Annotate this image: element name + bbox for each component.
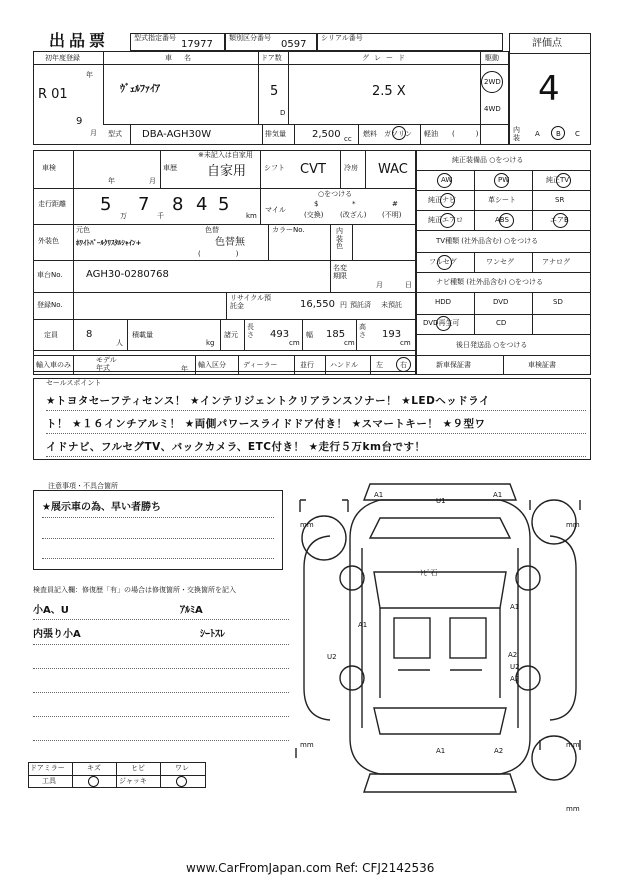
equip-navi: 純正ナビ xyxy=(428,196,456,204)
model-code-value: 17977 xyxy=(181,39,213,50)
equip-abs-circle xyxy=(499,213,514,228)
equip-airbag-circle xyxy=(553,213,568,228)
navi-sd: SD xyxy=(553,298,563,306)
model-year-unit: 年 xyxy=(181,365,188,373)
ac-label: 冷房 xyxy=(344,164,358,172)
doors-label: ドア数 xyxy=(261,54,282,62)
equip-aero-circle xyxy=(440,213,455,228)
first-reg-label: 初年度登録 xyxy=(45,54,80,62)
inspection-month-unit: 月 xyxy=(149,177,156,185)
name-label: 車名 xyxy=(165,54,203,62)
height-value: 193 xyxy=(382,329,402,340)
rating-label: 評価点 xyxy=(532,38,562,49)
reg-label: 登録No. xyxy=(37,301,63,309)
usage-label: 車歴 xyxy=(163,164,177,172)
parts-jack: ジャッキ xyxy=(119,777,147,785)
width-cm: cm xyxy=(344,339,355,347)
sales-line-1: ★トヨタセーフティセンス！ ★インテリジェントクリアランスソナー！ ★LEDヘッドライ xyxy=(46,395,490,407)
notes-line-1: ★展示車の為、早い者勝ち xyxy=(42,502,161,513)
mileage-label: 走行距離 xyxy=(38,200,66,208)
year-unit: 年 xyxy=(86,71,93,79)
fuel-label: 燃料 xyxy=(363,130,377,138)
load-kg: kg xyxy=(206,339,215,347)
equip-tv: 純正TV xyxy=(546,176,570,184)
usage-value: 自家用 xyxy=(207,164,247,179)
first-reg-month: 9 xyxy=(76,116,83,127)
equip-pw-circle xyxy=(494,173,509,188)
navi-cd: CD xyxy=(496,319,507,327)
tire-mm-2: mm xyxy=(566,521,580,529)
height-cm: cm xyxy=(400,339,411,347)
drive-2wd: 2WD xyxy=(484,78,501,86)
damage-code-5: A1 xyxy=(358,621,368,629)
tv-title: TV種類 (社外品含む) ○をつける xyxy=(436,237,539,245)
interior-c: C xyxy=(575,130,580,138)
km-unit: km xyxy=(246,212,257,220)
interior-a: A xyxy=(535,130,540,138)
man-unit: 万 xyxy=(120,212,127,220)
doors-value: 5 xyxy=(270,84,279,99)
height-label: 高さ xyxy=(359,323,366,339)
fuel-gas: ガソリン xyxy=(384,130,412,138)
equip-aero: 純正エアロ xyxy=(428,216,463,224)
mileage-digit-4: 4 xyxy=(196,194,208,215)
load-label: 積載量 xyxy=(132,331,153,339)
serial-label: シリアル番号 xyxy=(321,34,363,42)
parts-h-crack: ヒビ xyxy=(131,764,145,772)
tv-fullseg-circle xyxy=(437,255,452,270)
category-value: 0597 xyxy=(281,39,307,50)
footer-ref: www.CarFromJapan.com Ref: CFJ2142536 xyxy=(186,861,435,875)
damage-code-11: A2 xyxy=(494,747,504,755)
color-paren: ( ) xyxy=(198,250,239,258)
stone-chip-label: ﾄﾋﾞ石 xyxy=(420,569,438,577)
equip-aw: AW xyxy=(441,176,453,184)
sales-line-2: ト！ ★１６インチアルミ！ ★両側パワースライドドア付き！ ★スマートキー！ ★９型ワ xyxy=(46,418,486,430)
type-value: DBA-AGH30W xyxy=(142,129,212,140)
inspection-label: 車検 xyxy=(42,164,56,172)
tire-mm-5: mm xyxy=(566,805,580,813)
rating-value: 4 xyxy=(538,69,560,109)
tv-oneseg: ワンセグ xyxy=(486,258,514,266)
equip-sr: SR xyxy=(555,196,565,204)
model-code-label: 型式指定番号 xyxy=(134,34,176,42)
tv-fullseg: フルセグ xyxy=(429,258,457,266)
color-no-label: カラーNo. xyxy=(272,226,305,234)
docs-inspection: 車検証書 xyxy=(528,361,556,369)
equip-navi-circle xyxy=(440,193,455,208)
displacement-value: 2,500 xyxy=(312,129,341,140)
dealer-option: ディーラー xyxy=(243,361,278,369)
recycle-done: 預託済 xyxy=(350,301,371,309)
mileage-digit-2: 7 xyxy=(138,194,150,215)
damage-code-3: A1 xyxy=(493,491,503,499)
first-reg-era: R 01 xyxy=(38,87,68,102)
model-year-label: モデル年式 xyxy=(96,356,117,372)
name-change-month: 月 xyxy=(376,281,383,289)
recycle-unit: 円 xyxy=(340,301,347,309)
import-type-label: 輸入区分 xyxy=(198,361,226,369)
inspector-title: 検査員記入欄：修復歴「有」の場合は修復箇所・交換箇所を記入 xyxy=(33,586,236,594)
sales-label: セールスポイント xyxy=(46,379,102,387)
damage-code-4: A1 xyxy=(510,603,520,611)
parts-h-mirror: ドアミラー xyxy=(30,764,65,772)
tire-mm-4: mm xyxy=(300,741,314,749)
interior-b: B xyxy=(556,130,561,138)
equipment-title: 純正装備品 ○をつける xyxy=(452,156,524,164)
handle-right-circle xyxy=(396,357,411,372)
tire-mm-3: mm xyxy=(566,741,580,749)
docs-warranty: 新車保証書 xyxy=(436,361,471,369)
capacity-value: 8 xyxy=(86,329,93,340)
inspector-row2-right: ｼｰﾄｽﾚ xyxy=(200,629,225,640)
inspector-row1-left: 小A、U xyxy=(33,605,69,616)
equip-airbag: エアB xyxy=(550,216,569,224)
interior-color-label: 内装色 xyxy=(336,227,343,251)
tire-mm-1: mm xyxy=(300,521,314,529)
chassis-label: 車台No. xyxy=(37,271,63,279)
tv-analog: アナログ xyxy=(542,258,570,266)
parts-h-scratch: キズ xyxy=(87,764,101,772)
meter-opt3: # xyxy=(392,200,398,208)
damage-code-1: A1 xyxy=(374,491,384,499)
recycle-label: リサイクル預託金 xyxy=(230,294,272,310)
damage-code-8: U2 xyxy=(510,663,520,671)
capacity-label: 定員 xyxy=(44,331,58,339)
damage-code-7: A2 xyxy=(508,651,518,659)
drive-label: 駆動 xyxy=(485,54,499,62)
equip-pw: PW xyxy=(498,176,510,184)
category-label: 類別区分番号 xyxy=(229,34,271,42)
meter-opt2b: (改ざん) xyxy=(340,211,367,219)
navi-dvd-play: DVD再生可 xyxy=(423,319,460,327)
shift-value: CVT xyxy=(300,162,326,177)
grade-label: グレード xyxy=(362,54,410,62)
navi-dvd: DVD xyxy=(493,298,509,306)
length-cm: cm xyxy=(289,339,300,347)
capacity-unit: 人 xyxy=(116,339,123,347)
cc-unit: cc xyxy=(344,135,352,143)
meter-opt2: * xyxy=(352,200,356,208)
usage-note: ※未記入は自家用 xyxy=(198,151,253,159)
length-label: 長さ xyxy=(247,323,254,339)
equip-leather: 革シート xyxy=(488,196,516,204)
damage-code-2: U1 xyxy=(436,497,446,505)
length-value: 493 xyxy=(270,329,290,340)
damage-code-9: A2 xyxy=(510,675,520,683)
color-change: 色替無 xyxy=(215,237,245,248)
vehicle-name: ｳﾞｪﾙﾌｧｲｱ xyxy=(120,84,160,95)
import-label: 輸入車のみ xyxy=(36,361,71,369)
name-change-day: 日 xyxy=(405,281,412,289)
color-label: 外装色 xyxy=(38,237,59,245)
doors-suffix: D xyxy=(280,109,286,117)
equip-abs: ABS xyxy=(495,216,509,224)
sales-line-3: イドナビ、フルセグTV、バックカメラ、ETC付き！ ★走行５万km台です！ xyxy=(46,441,426,453)
handle-left: 左 xyxy=(376,361,383,369)
parts-tool-circle xyxy=(88,776,99,787)
mileage-digit-5: 5 xyxy=(218,194,230,215)
mileage-digit-1: 5 xyxy=(100,194,112,215)
meter-opt3b: (不明) xyxy=(382,211,402,219)
recycle-value: 16,550 xyxy=(300,299,335,310)
serial-box xyxy=(317,33,503,51)
mileage-digit-3: 8 xyxy=(172,194,184,215)
damage-code-6: U2 xyxy=(327,653,337,661)
fuel-light: 軽油 xyxy=(424,130,438,138)
equip-aw-circle xyxy=(437,173,452,188)
interior-label: 内装 xyxy=(513,126,520,142)
drive-4wd: 4WD xyxy=(484,105,501,113)
docs-title: 後日発送品 ○をつける xyxy=(456,341,528,349)
navi-hdd: HDD xyxy=(435,298,452,306)
sheet-title: 出品票 xyxy=(49,31,110,50)
recycle-not: 未預託 xyxy=(381,301,402,309)
displacement-label: 排気量 xyxy=(265,130,286,138)
handle-label: ハンドル xyxy=(330,361,358,369)
ac-value: WAC xyxy=(378,162,408,177)
width-value: 185 xyxy=(326,329,346,340)
shift-label: シフト xyxy=(264,164,285,172)
damage-code-10: A1 xyxy=(436,747,446,755)
meter-label: マイル xyxy=(265,206,286,214)
name-change-label: 名変期限 xyxy=(333,264,347,280)
navi-title: ナビ種類 (社外品含む) ○をつける xyxy=(436,278,544,286)
color-change-label: 色替 xyxy=(205,226,219,234)
type-label: 型式 xyxy=(108,130,122,138)
width-label: 幅 xyxy=(306,331,313,339)
grade-value: 2.5 X xyxy=(372,84,406,99)
inspector-row2-left: 内張り小A xyxy=(33,629,81,640)
meter-opt1b: (交換) xyxy=(304,211,324,219)
inspector-row1-right: ｱﾙﾐA xyxy=(180,605,203,616)
model-code-box xyxy=(130,33,225,51)
color-orig-label: 元色 xyxy=(76,226,90,234)
chassis-value: AGH30-0280768 xyxy=(86,269,169,280)
parallel-option: 並行 xyxy=(300,361,314,369)
month-unit: 月 xyxy=(90,129,97,137)
inspection-year-unit: 年 xyxy=(108,177,115,185)
fuel-gas-circle xyxy=(392,126,406,140)
parts-tool: 工具 xyxy=(42,777,56,785)
navi-dvd-play-circle xyxy=(436,316,451,331)
equip-tv-circle xyxy=(556,173,571,188)
meter-opt1: $ xyxy=(314,200,319,208)
car-damage-diagram xyxy=(290,478,590,818)
meter-note: ○をつける xyxy=(318,190,353,198)
fuel-paren: ( ) xyxy=(452,130,479,138)
handle-right: 右 xyxy=(400,361,407,369)
category-box xyxy=(225,33,317,51)
size-label: 諸元 xyxy=(224,331,238,339)
sen-unit: 千 xyxy=(157,212,164,220)
parts-jack-circle xyxy=(176,776,187,787)
color-orig: ﾎﾜｲﾄﾊﾟｰﾙｸﾘｽﾀﾙｼｬｲﾝ+ xyxy=(76,239,142,247)
notes-title: 注意事項・不具合箇所 xyxy=(48,482,118,490)
parts-h-broken: ワレ xyxy=(175,764,189,772)
